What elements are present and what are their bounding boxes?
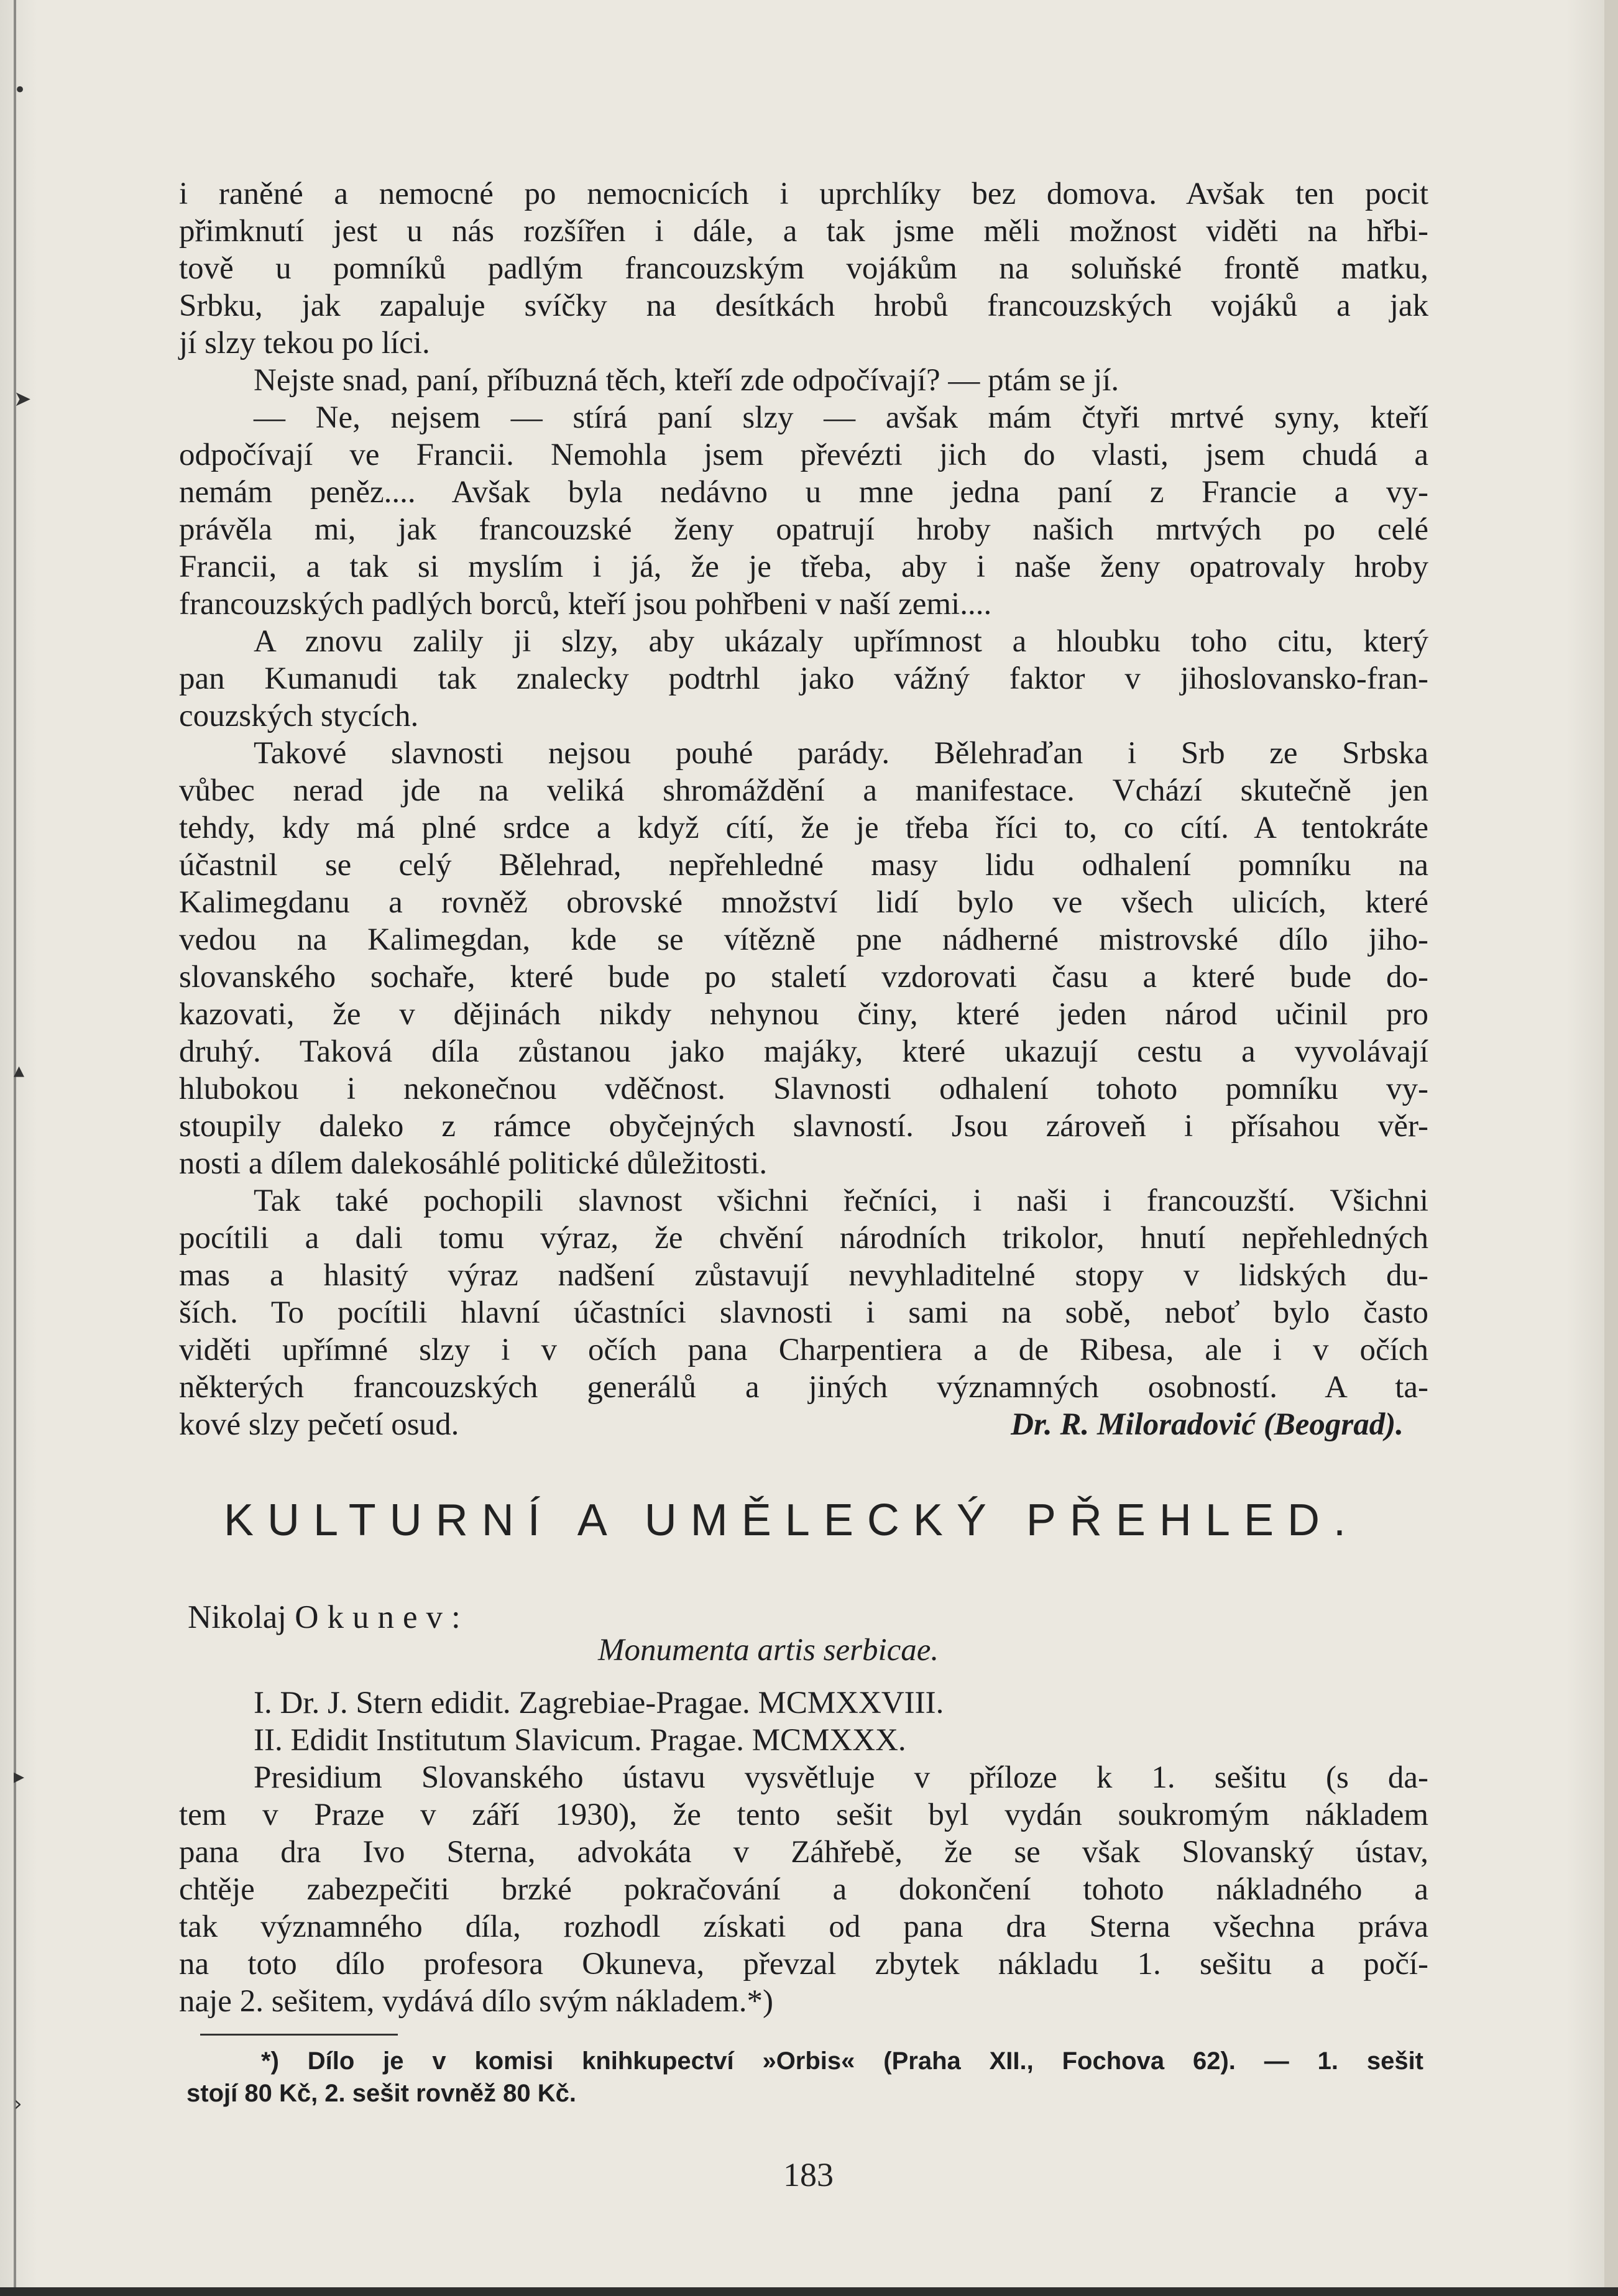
text-line: francouzských padlých borců, kteří jsou pohřbeni v naší zemi.... — [179, 587, 992, 622]
author-surname: Okunev: — [295, 1599, 469, 1635]
text-line: Tak také pochopili slavnost všichni řečníci, i naši i francouzští. Všichni — [254, 1183, 1428, 1218]
footnote-line: stojí 80 Kč, 2. sešit rovněž 80 Kč. — [186, 2080, 576, 2107]
text-line: tově u pomníků padlým francouzským vojákům na soluňské frontě matku, — [179, 251, 1428, 286]
author-signature: Dr. R. Miloradović (Beograd). — [1011, 1407, 1404, 1442]
text-line: kazovati, že v dějinách nikdy nehynou činy, které jeden národ učinil pro — [179, 997, 1428, 1032]
section-heading: KULTURNÍ A UMĚLECKÝ PŘEHLED. — [224, 1495, 1359, 1545]
review-body — [179, 1684, 1428, 2020]
binding-edge — [14, 0, 16, 2296]
text-line: druhý. Taková díla zůstanou jako majáky, které ukazují cestu a vyvolávají — [179, 1034, 1428, 1069]
text-line: tak významného díla, rozhodl získati od pana dra Sterna všechna práva — [179, 1909, 1428, 1944]
text-line: pocítili a dali tomu výraz, že chvění národních trikolor, hnutí nepřehledných — [179, 1221, 1428, 1256]
text-line: chtěje zabezpečiti brzké pokračování a dokončení tohoto nákladného a — [179, 1872, 1428, 1907]
page-number: 183 — [783, 2156, 834, 2193]
footnote-line: *) Dílo je v komisi knihkupectví »Orbis« (Praha XII., Fochova 62). — 1. sešit — [261, 2047, 1423, 2075]
text-line: nemám peněz.... Avšak byla nedávno u mne jedna paní z Francie a vy- — [179, 475, 1428, 510]
text-line: Presidium Slovanského ústavu vysvětluje v příloze k 1. sešitu (s da- — [254, 1760, 1428, 1795]
article-body — [179, 175, 1428, 1443]
text-line: jí slzy tekou po líci. — [179, 326, 430, 360]
text-line: pana dra Ivo Sterna, advokáta v Záhřebě, že se však Slovanský ústav, — [179, 1835, 1428, 1870]
footnote-divider — [200, 2034, 398, 2036]
text-line: couzských stycích. — [179, 699, 419, 733]
text-line: účastnil se celý Bělehrad, nepřehledné masy lidu odhalení pomníku na — [179, 848, 1428, 883]
text-line: Francii, a tak si myslím i já, že je třeba, aby i naše ženy opatrovaly hroby — [179, 549, 1428, 584]
author-first-name: Nikolaj — [188, 1599, 287, 1635]
text-line: kové slzy pečetí osud. — [179, 1407, 459, 1442]
margin-arrow-icon: ➤ — [14, 387, 32, 411]
text-line: nosti a dílem dalekosáhlé politické důležitosti. — [179, 1146, 768, 1181]
text-line: i raněné a nemocné po nemocnicích i uprchlíky bez domova. Avšak ten pocit — [179, 177, 1428, 211]
review-author — [188, 1599, 469, 1636]
margin-arrow-icon: ▸ — [14, 1764, 25, 1789]
text-line: některých francouzských generálů a jiných významných osobností. A ta- — [179, 1370, 1428, 1405]
text-line: vůbec nerad jde na veliká shromáždění a manifestace. Vchází skutečně jen — [179, 773, 1428, 808]
text-line: Kalimegdanu a rovněž obrovské množství lidí bylo ve všech ulicích, které — [179, 885, 1428, 920]
reviewed-work-title: Monumenta artis serbicae. — [598, 1633, 939, 1668]
text-line: na toto dílo profesora Okuneva, převzal zbytek nákladu 1. sešitu a počí- — [179, 1947, 1428, 1981]
text-line: ších. To pocítili hlavní účastníci slavnosti i sami na sobě, neboť bylo často — [179, 1295, 1428, 1330]
text-line: naje 2. sešitem, vydává dílo svým nákladem.*) — [179, 1984, 774, 2019]
text-line: Takové slavnosti nejsou pouhé parády. Bělehraďan i Srb ze Srbska — [254, 736, 1428, 771]
text-line: A znovu zalily ji slzy, aby ukázaly upřímnost a hloubku toho citu, který — [254, 624, 1428, 659]
margin-arrow-icon: ▴ — [14, 1058, 25, 1083]
scan-bottom-edge — [0, 2287, 1618, 2296]
text-line: přimknutí jest u nás rozšířen i dále, a tak jsme měli možnost viděti na hřbi- — [179, 214, 1428, 249]
text-line: tehdy, kdy má plné srdce a když cítí, že je třeba říci to, co cítí. A tentokráte — [179, 810, 1428, 845]
closing-line-row — [179, 1406, 1428, 1443]
text-line: tem v Praze v září 1930), že tento sešit byl vydán soukromým nákladem — [179, 1798, 1428, 1832]
text-line: odpočívají ve Francii. Nemohla jsem převézti jich do vlasti, jsem chudá a — [179, 438, 1428, 472]
margin-arrow-icon: › — [14, 2092, 22, 2116]
text-line: — Ne, nejsem — stírá paní slzy — avšak mám čtyři mrtvé syny, kteří — [254, 400, 1428, 435]
text-line: viděti upřímné slzy i v očích pana Charpentiera a de Ribesa, ale i v očích — [179, 1333, 1428, 1367]
text-line: právěla mi, jak francouzské ženy opatrují hroby našich mrtvých po celé — [179, 512, 1428, 547]
text-line: Nejste snad, paní, příbuzná těch, kteří zde odpočívají? — ptám se jí. — [254, 363, 1119, 398]
text-line: stoupily daleko z rámce obyčejných slavností. Jsou zároveň i přísahou věr- — [179, 1109, 1428, 1144]
text-line: pan Kumanudi tak znalecky podtrhl jako vážný faktor v jihoslovansko-fran- — [179, 661, 1428, 696]
text-line: I. Dr. J. Stern edidit. Zagrebiae-Pragae. MCMXXVIII. — [254, 1686, 944, 1720]
text-line: vedou na Kalimegdan, kde se vítězně pne nádherné mistrovské dílo jiho- — [179, 922, 1428, 957]
page-edge — [1604, 0, 1618, 2296]
text-line: hlubokou i nekonečnou vděčnost. Slavnosti odhalení tohoto pomníku vy- — [179, 1072, 1428, 1106]
text-line: Srbku, jak zapaluje svíčky na desítkách hrobů francouzských vojáků a jak — [179, 288, 1428, 323]
margin-dot-icon: • — [14, 78, 27, 103]
text-line: slovanského sochaře, které bude po staletí vzdorovati času a které bude do- — [179, 960, 1428, 994]
text-line: mas a hlasitý výraz nadšení zůstavují nevyhladitelné stopy v lidských du- — [179, 1258, 1428, 1293]
footnote — [186, 2045, 1423, 2110]
text-line: II. Edidit Institutum Slavicum. Pragae. MCMXXX. — [254, 1723, 906, 1758]
